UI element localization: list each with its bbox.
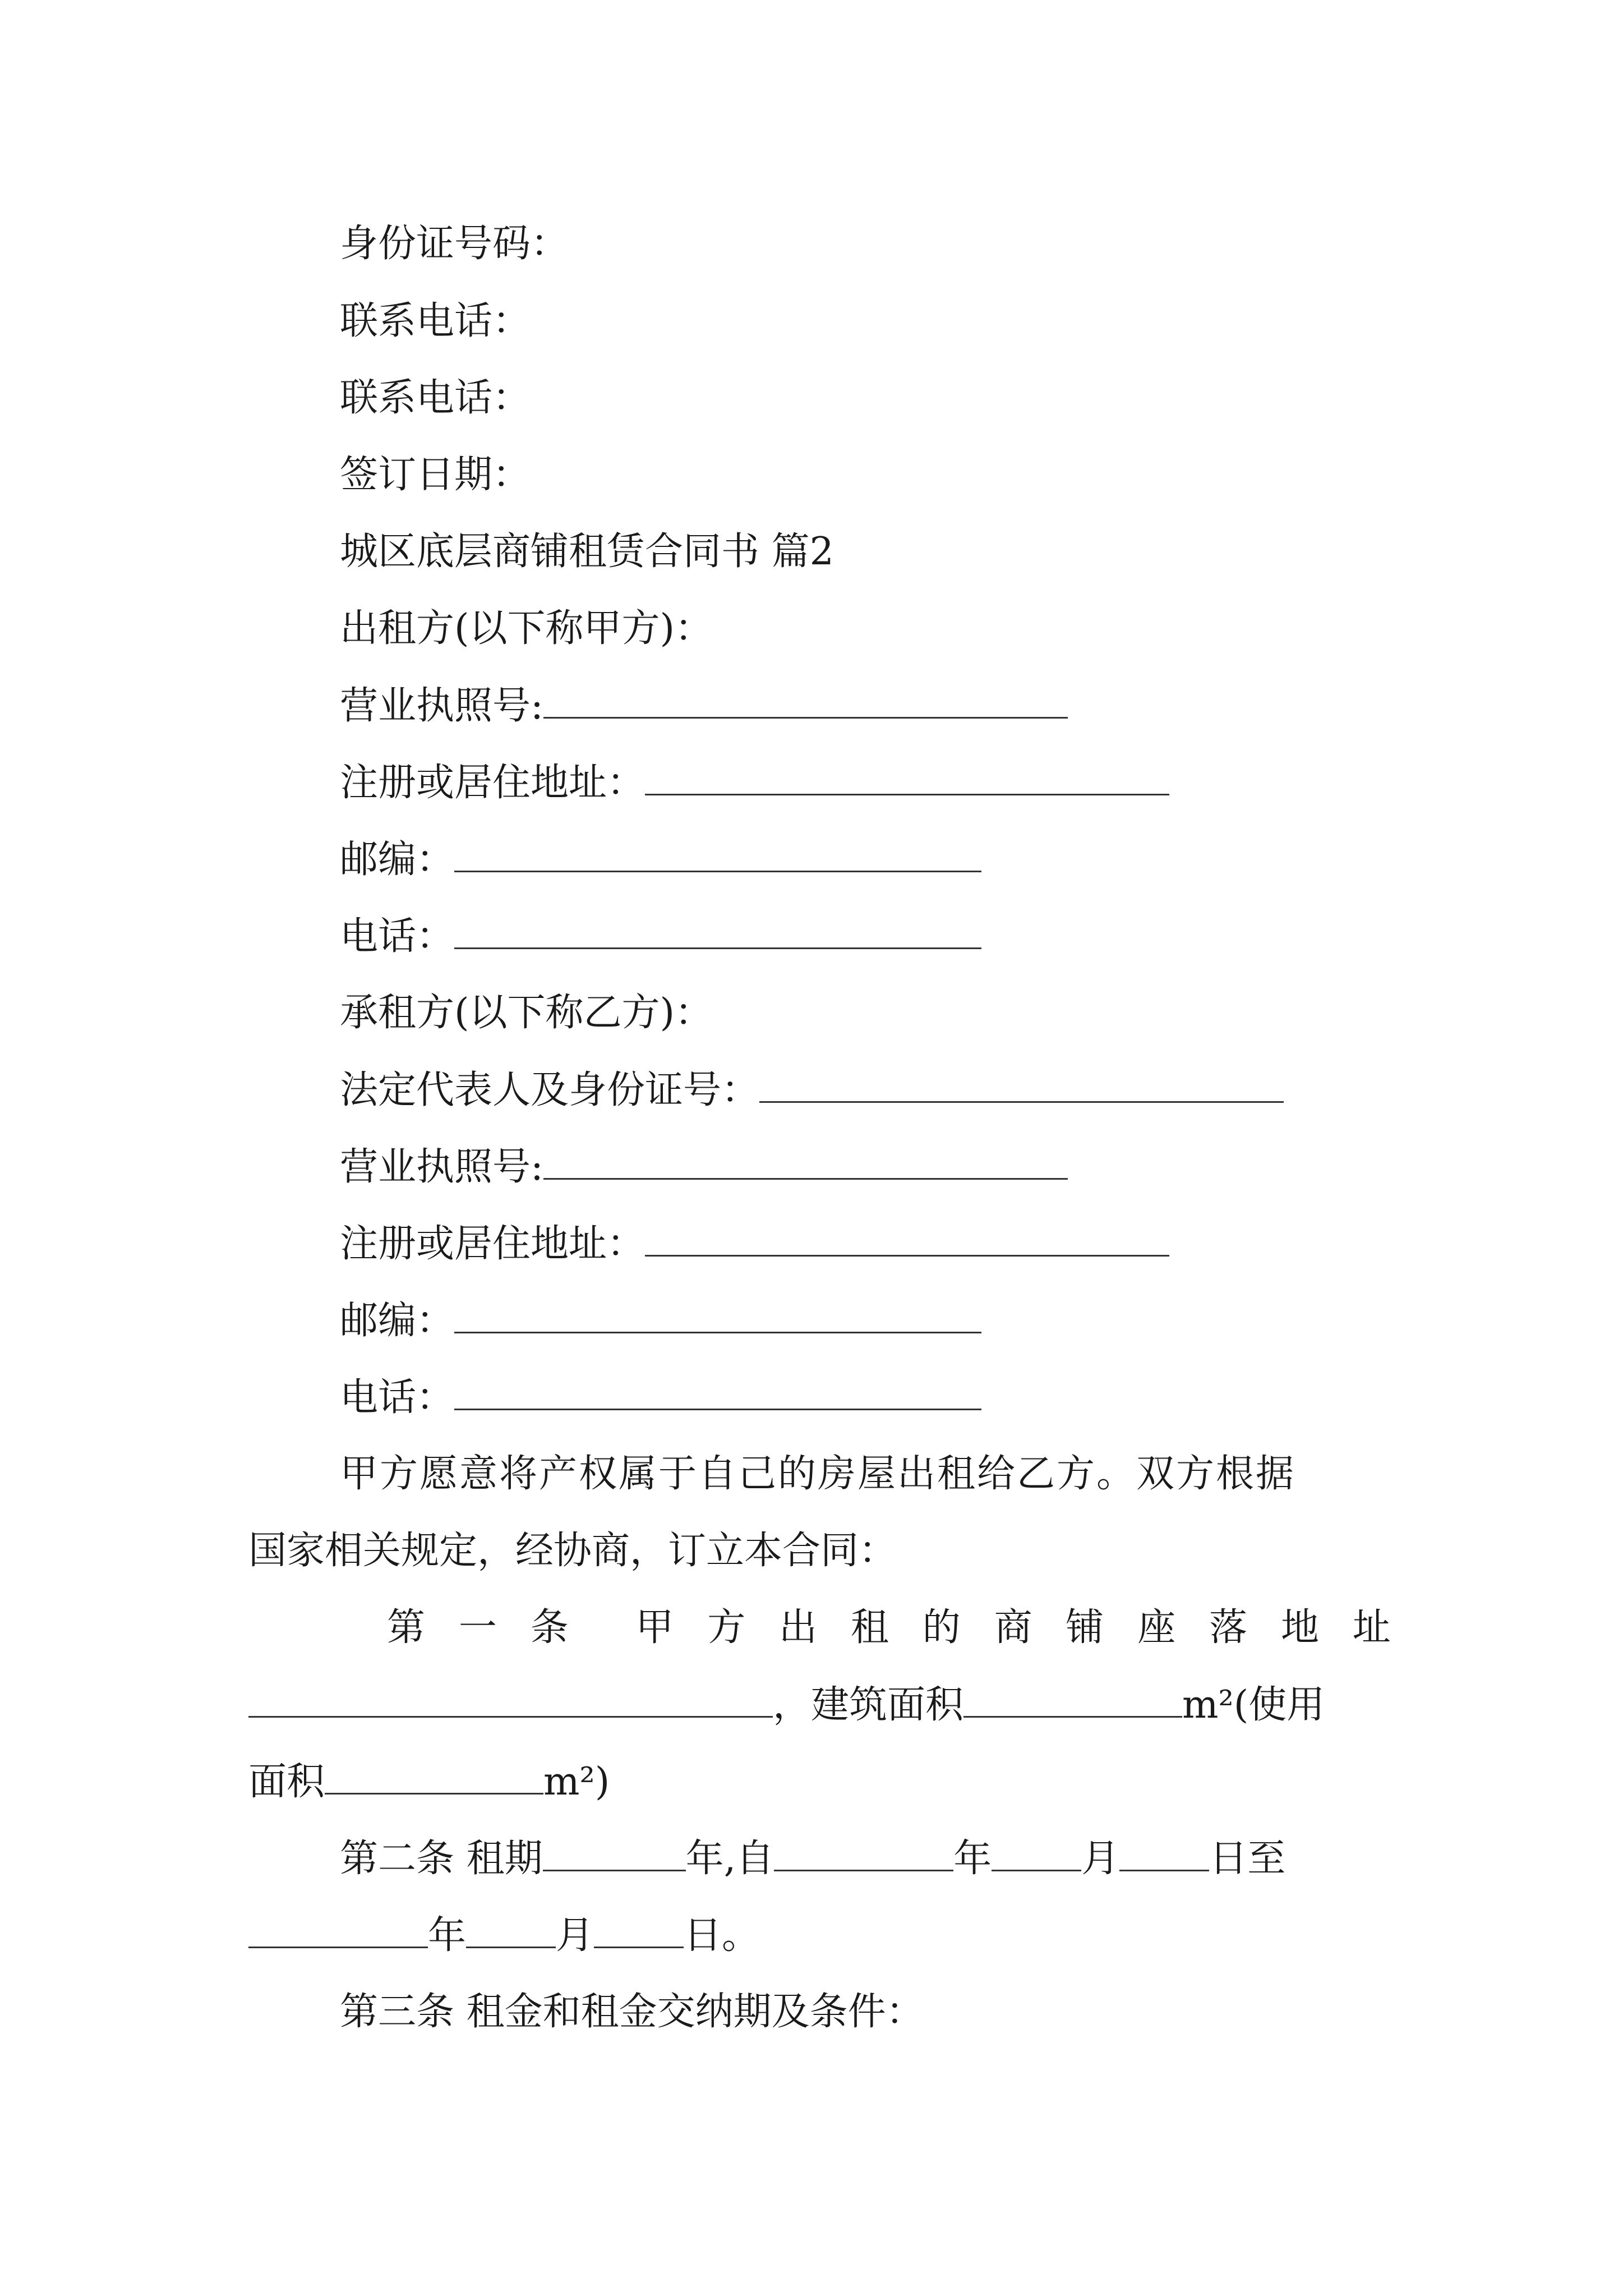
fill-blank <box>248 1677 773 1718</box>
fill-blank <box>325 1754 543 1795</box>
fill-blank <box>1119 1830 1209 1871</box>
lessee-line: 承租方(以下称乙方)： <box>340 991 713 1035</box>
fill-blank <box>454 1369 981 1410</box>
fill-blank <box>645 754 1169 795</box>
fill-blank <box>454 1292 981 1333</box>
fill-blank <box>774 1830 953 1871</box>
fill-blank <box>992 1830 1081 1871</box>
article2-continuation: 年 月 日。 <box>0 1907 1623 1963</box>
lessee-phone-line: 电话： <box>0 1369 1623 1425</box>
intro-paragraph-line: 甲方愿意将产权属于自己的房屋出租给乙方。双方根据 <box>340 1452 1296 1496</box>
lessee-license-line: 营业执照号: <box>0 1139 1623 1195</box>
fill-blank <box>543 1139 1068 1180</box>
contact-phone-line: 联系电话： <box>340 299 531 343</box>
lessee-postcode-line: 邮编： <box>0 1292 1623 1349</box>
article2-line: 第二条 租期 年,自 年 月 日至 <box>0 1830 1623 1887</box>
fill-blank <box>963 1677 1182 1718</box>
contract-heading: 城区底层商铺租赁合同书 篇2 <box>340 530 834 574</box>
article1-use-area-line: 面积 m²) <box>0 1754 1623 1810</box>
lessor-address-line: 注册或居住地址： <box>0 754 1623 811</box>
fill-blank <box>759 1062 1284 1103</box>
lessee-rep-line: 法定代表人及身份证号： <box>0 1062 1623 1118</box>
lessee-address-line: 注册或居住地址： <box>0 1216 1623 1272</box>
lessor-line: 出租方(以下称甲方)： <box>340 606 713 651</box>
fill-blank <box>454 831 981 872</box>
fill-blank <box>466 1907 556 1948</box>
lessor-license-line: 营业执照号: <box>0 678 1623 734</box>
fill-blank <box>543 1830 686 1871</box>
article1-heading: 第 一 条 甲 方 出 租 的 商 铺 座 落 地 址 <box>387 1605 1391 1650</box>
fill-blank <box>248 1907 428 1948</box>
contact-phone-line: 联系电话： <box>340 376 531 420</box>
intro-paragraph-line: 国家相关规定，经协商，订立本合同： <box>248 1529 897 1573</box>
fill-blank <box>645 1216 1169 1257</box>
lessor-postcode-line: 邮编： <box>0 831 1623 887</box>
sign-date-line: 签订日期： <box>340 453 531 497</box>
lessor-phone-line: 电话： <box>0 908 1623 964</box>
id-number-line: 身份证号码： <box>340 222 569 266</box>
article3-line: 第三条 租金和租金交纳期及条件： <box>340 1990 924 2034</box>
fill-blank <box>543 678 1068 719</box>
fill-blank <box>594 1907 684 1948</box>
article1-area-line: ，建筑面积 m²(使用 <box>0 1677 1623 1733</box>
fill-blank <box>454 908 981 949</box>
